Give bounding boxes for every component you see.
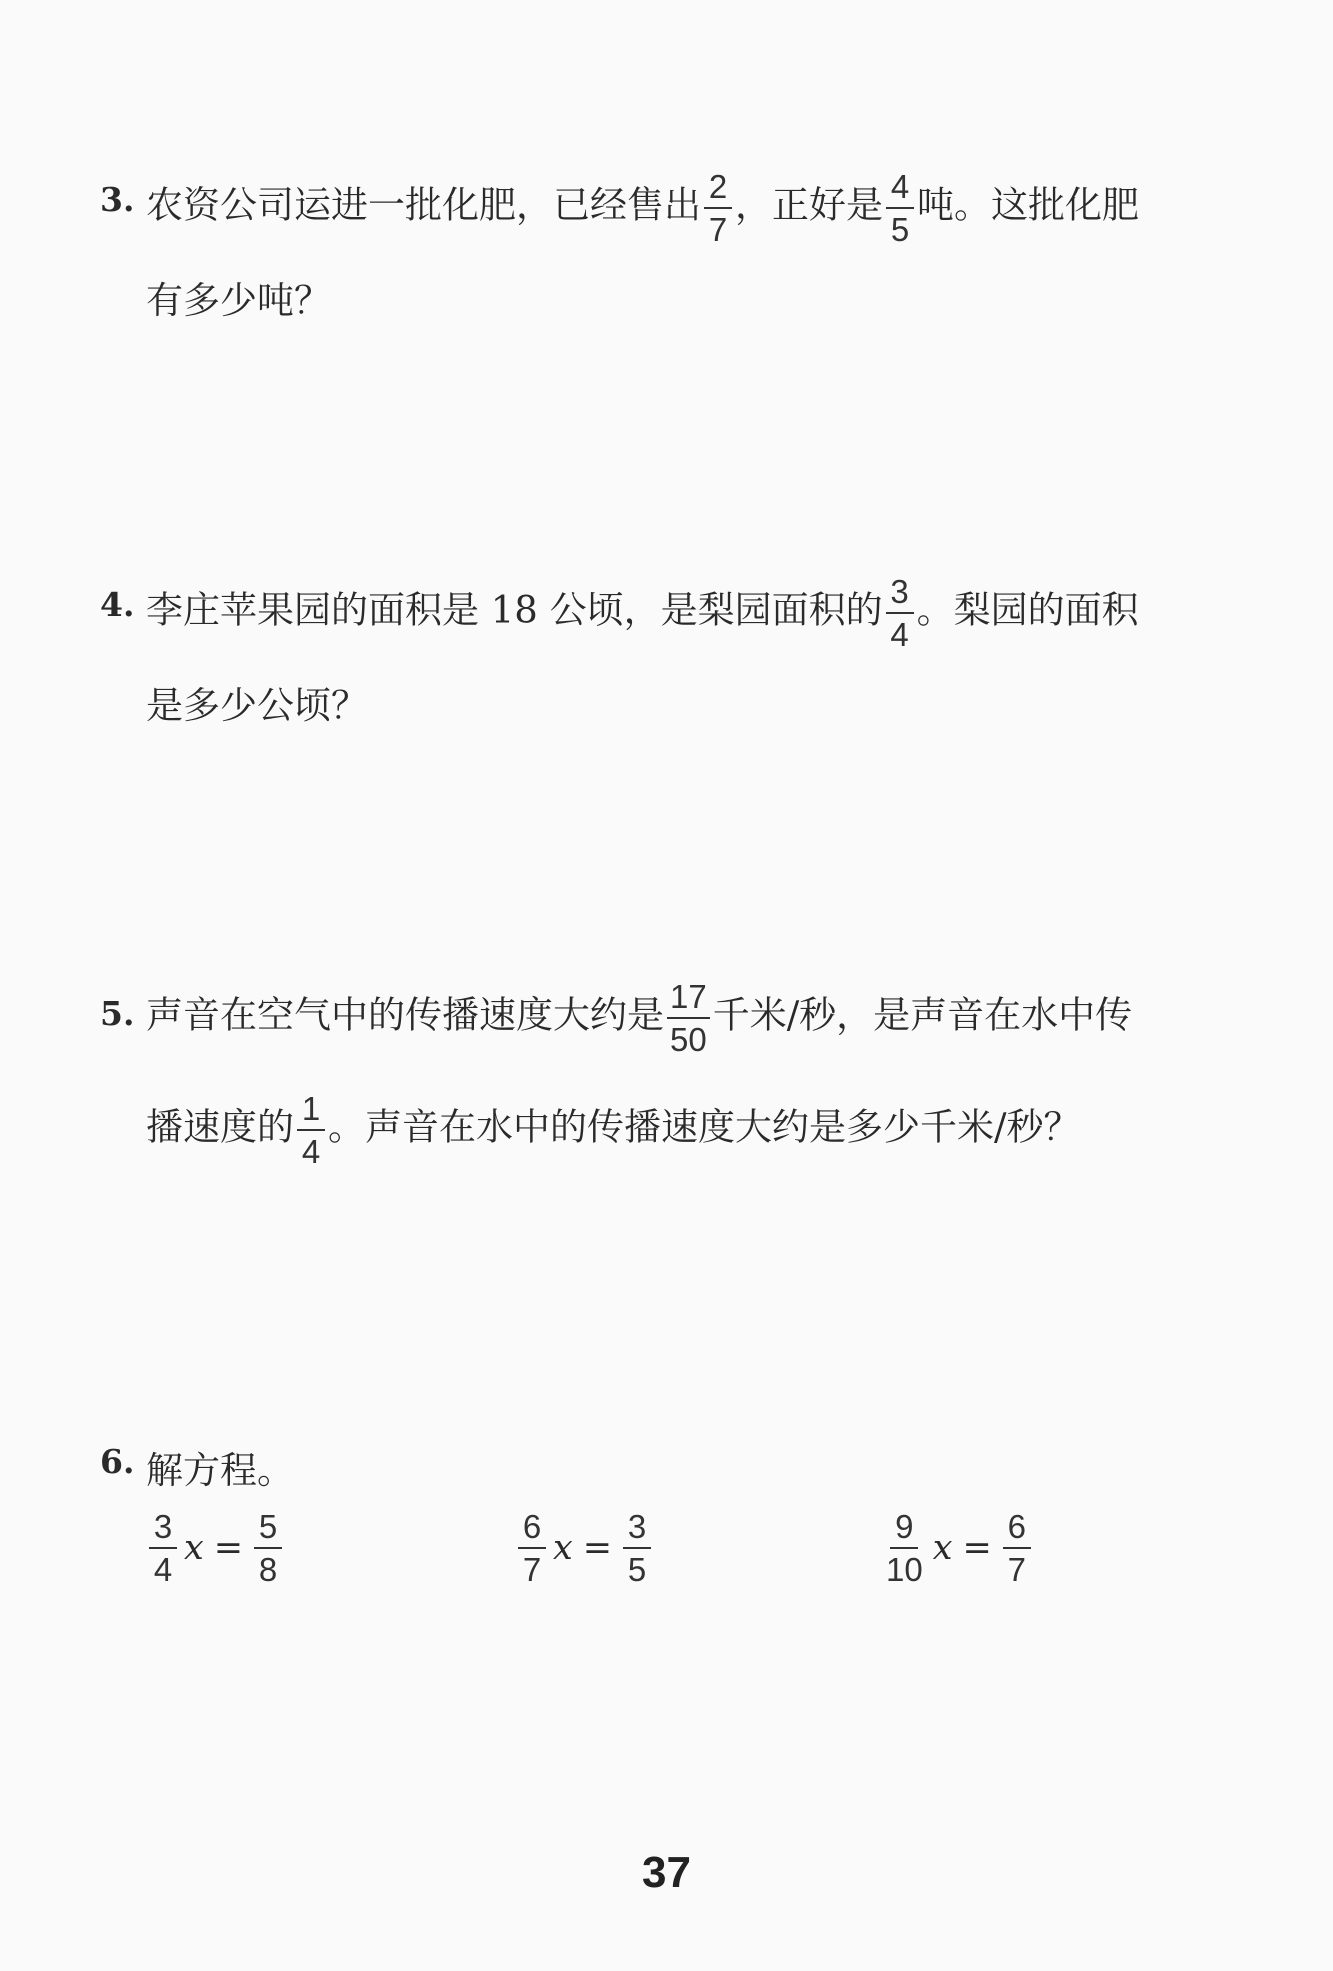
problem-text-line1 (146, 575, 1139, 651)
numerator: 3 (149, 1510, 177, 1549)
problem-text-line1 (146, 980, 1132, 1056)
denominator: 5 (890, 211, 910, 248)
denominator: 50 (670, 1021, 707, 1058)
denominator: 7 (522, 1551, 542, 1588)
numerator: 4 (886, 170, 914, 209)
numerator: 5 (254, 1510, 282, 1549)
text-segment: 播速度的 (146, 1105, 294, 1149)
numerator: 2 (704, 170, 732, 209)
denominator: 7 (1007, 1551, 1026, 1588)
equals-sign: = (213, 1528, 244, 1568)
problem-number: 6. (100, 1442, 135, 1481)
numerator: 17 (667, 980, 710, 1019)
fraction (886, 575, 914, 651)
denominator: 5 (627, 1551, 647, 1588)
fraction (623, 1510, 651, 1586)
variable: x (184, 1528, 204, 1568)
problem-text-line2 (146, 1092, 1080, 1168)
text-segment: 农资公司运进一批化肥，已经售出 (146, 183, 701, 227)
denominator: 4 (153, 1551, 173, 1588)
fraction (297, 1092, 325, 1168)
equation-2 (515, 1510, 654, 1586)
fraction (1003, 1510, 1031, 1586)
variable: x (932, 1528, 953, 1568)
text-segment: 李庄苹果园的面积是 18 公顷，是梨园面积的 (146, 588, 883, 632)
denominator: 7 (708, 211, 728, 248)
numerator: 6 (518, 1510, 546, 1549)
text-segment: 。梨园的面积 (916, 588, 1139, 632)
problem-text-line1: 解方程。 (146, 1449, 294, 1492)
fraction (883, 1510, 926, 1586)
denominator: 8 (258, 1551, 278, 1588)
problem-number: 4. (100, 585, 135, 624)
fraction (518, 1510, 546, 1586)
denominator: 10 (886, 1551, 923, 1588)
denominator: 4 (890, 616, 909, 653)
text-segment: 声音在空气中的传播速度大约是 (146, 993, 664, 1037)
equals-sign: = (582, 1528, 613, 1568)
page-number: 37 (642, 1848, 691, 1897)
problem-text-line2: 有多少吨？ (146, 279, 331, 322)
numerator: 9 (890, 1510, 918, 1549)
numerator: 1 (297, 1092, 325, 1131)
problem-number: 5. (100, 994, 135, 1033)
text-segment: 千米/秒，是声音在水中传 (712, 993, 1133, 1037)
fraction (704, 170, 732, 246)
fraction (886, 170, 914, 246)
text-segment: 。声音在水中的传播速度大约是多少千米/秒？ (328, 1105, 1081, 1149)
problem-text-line2: 是多少公顷？ (146, 684, 368, 727)
numerator: 3 (623, 1510, 651, 1549)
fraction (667, 980, 710, 1056)
numerator: 3 (886, 575, 914, 614)
fraction (254, 1510, 282, 1586)
problem-number: 3. (100, 180, 135, 219)
variable: x (553, 1528, 573, 1568)
text-segment: 吨。这批化肥 (917, 183, 1139, 227)
denominator: 4 (301, 1133, 321, 1170)
problem-text-line1 (146, 170, 1139, 246)
numerator: 6 (1003, 1510, 1031, 1549)
equals-sign: = (962, 1528, 992, 1568)
fraction (149, 1510, 177, 1586)
text-segment: ，正好是 (735, 183, 883, 227)
equation-3 (880, 1510, 1034, 1586)
equation-1 (146, 1510, 285, 1586)
